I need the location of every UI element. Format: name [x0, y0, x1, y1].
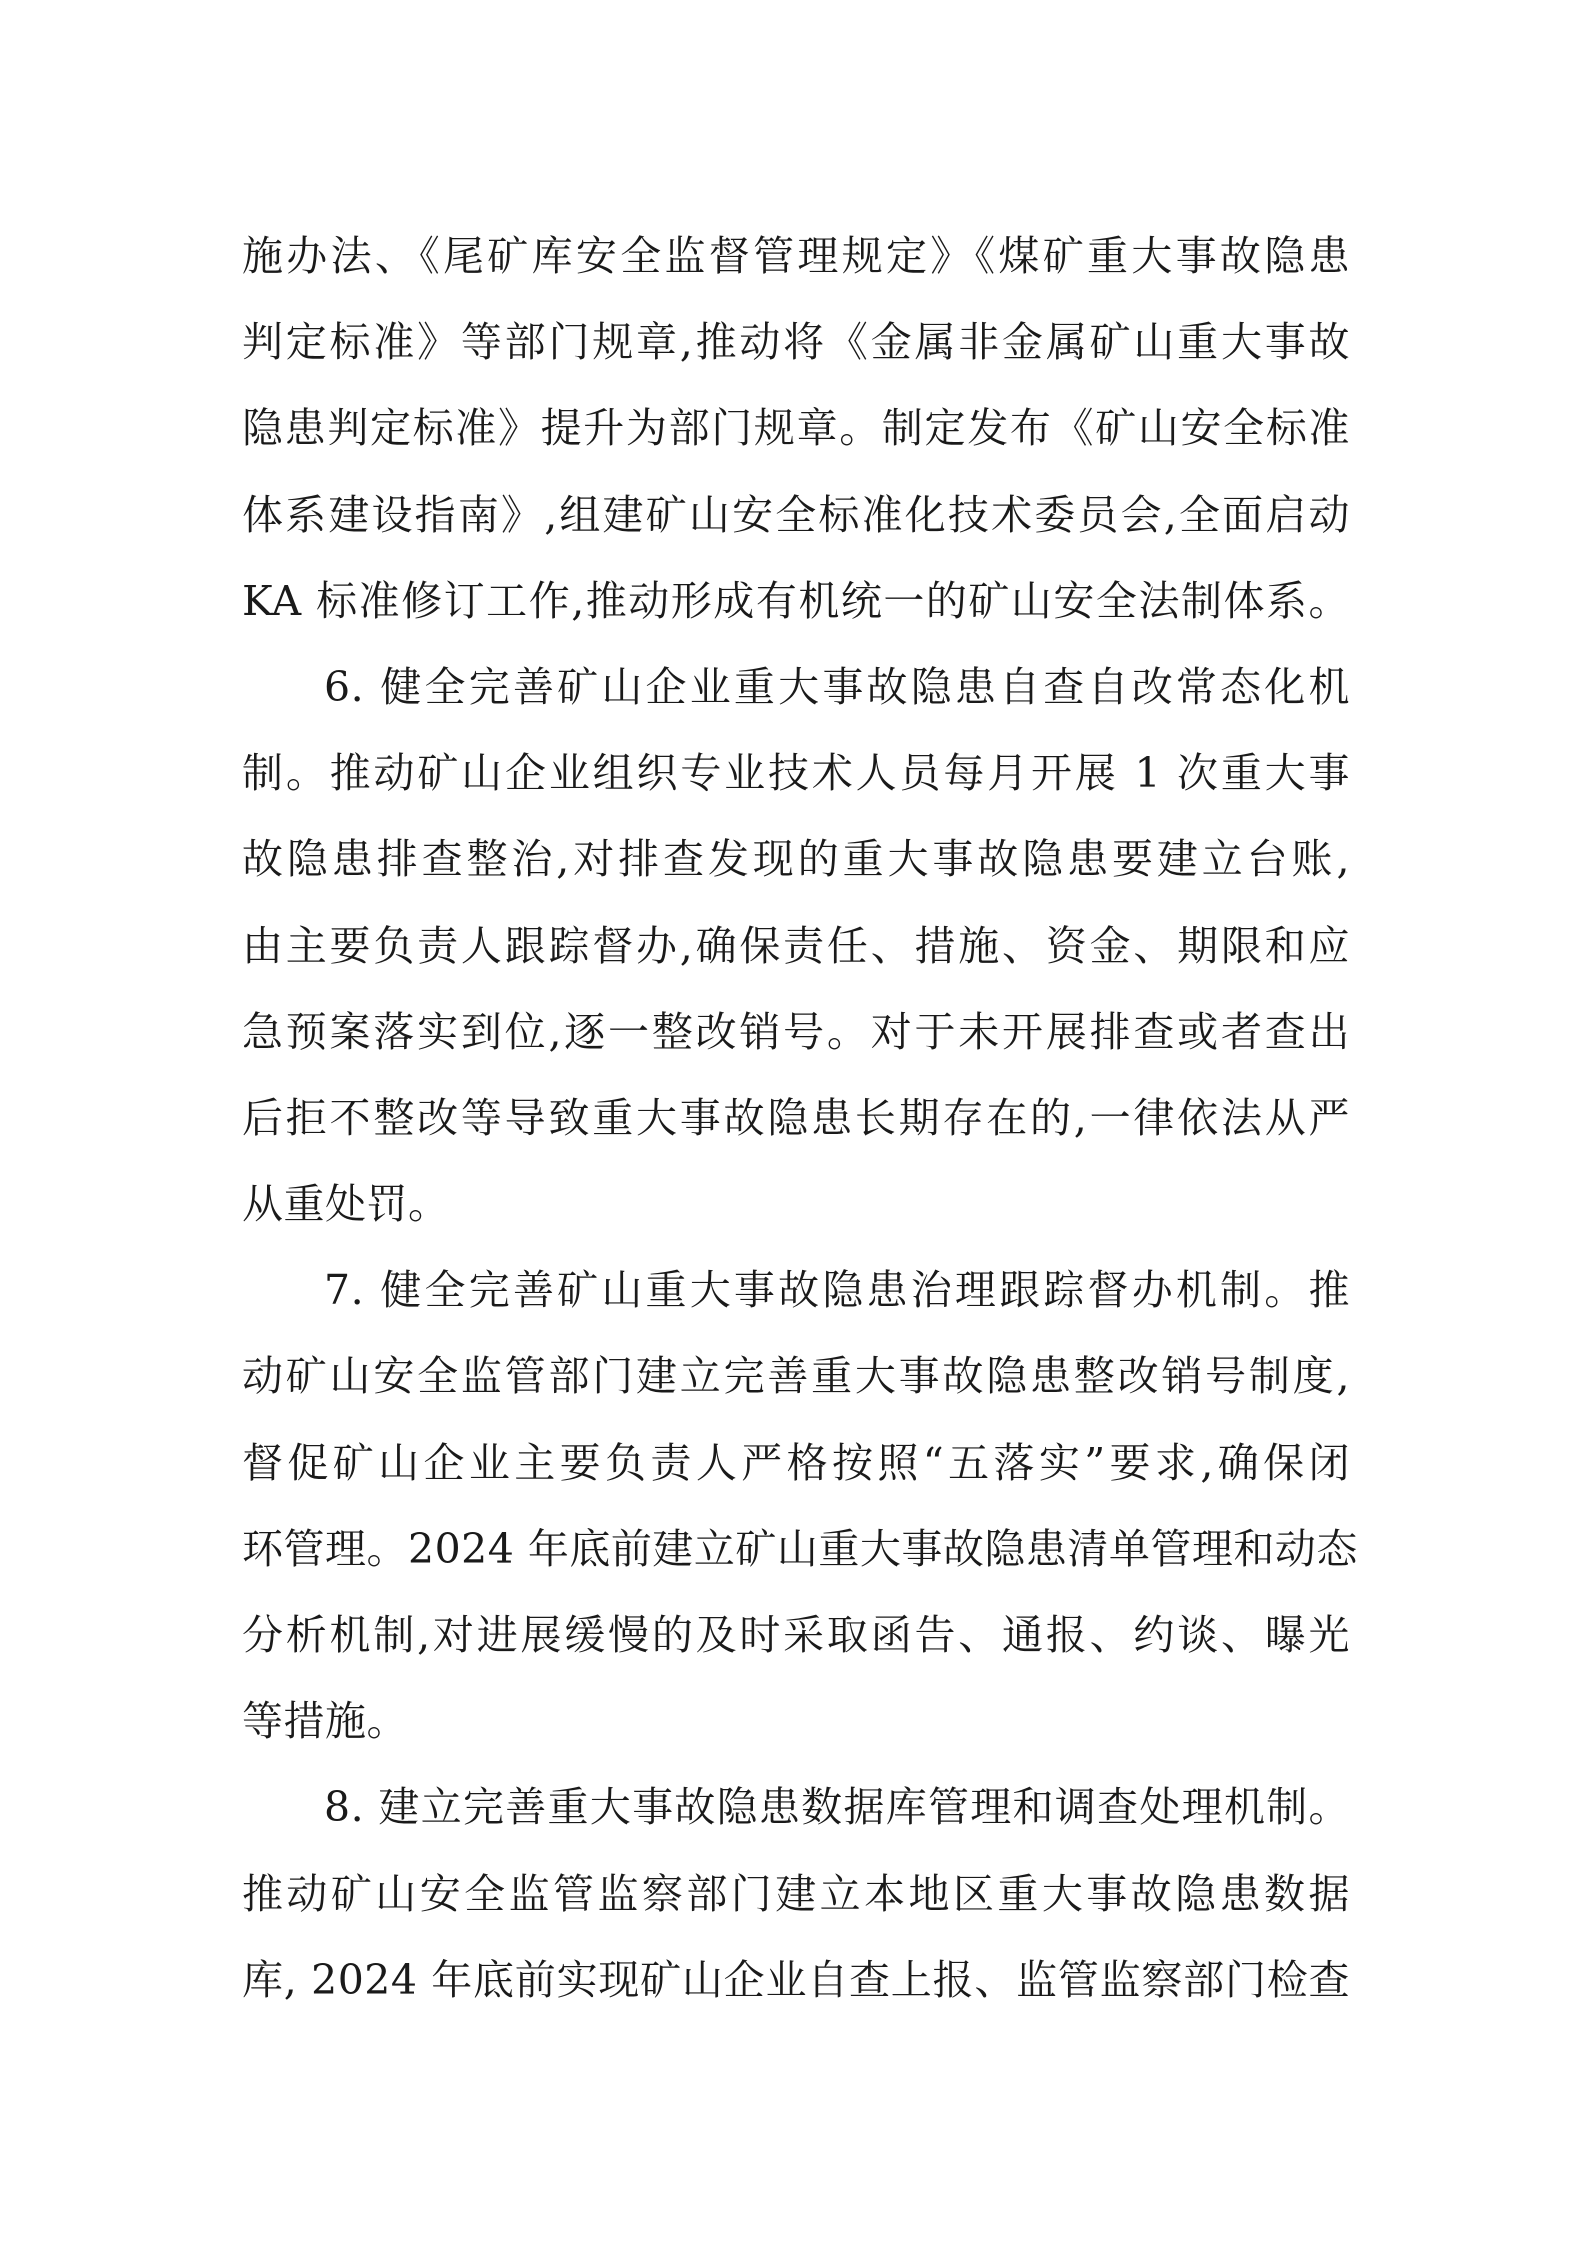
text-line: 体系建设指南》,组建矿山安全标准化技术委员会,全面启动: [242, 490, 1350, 539]
text-line: KA 标准修订工作,推动形成有机统一的矿山安全法制体系。: [242, 576, 1350, 625]
text-line: 库, 2024 年底前实现矿山企业自查上报、监管监察部门检查: [242, 1955, 1350, 2004]
text-line: 等措施。: [242, 1697, 408, 1746]
text-line: 后拒不整改等导致重大事故隐患长期存在的,一律依法从严: [242, 1093, 1350, 1142]
text-line: 判定标准》等部门规章,推动将《金属非金属矿山重大事故: [242, 318, 1350, 367]
text-line: 隐患判定标准》提升为部门规章。制定发布《矿山安全标准: [242, 404, 1350, 453]
text-line: 动矿山安全监管部门建立完善重大事故隐患整改销号制度,: [242, 1352, 1350, 1401]
text-line: 制。推动矿山企业组织专业技术人员每月开展 1 次重大事: [242, 749, 1350, 798]
text-line: 由主要负责人跟踪督办,确保责任、措施、资金、期限和应: [242, 921, 1350, 970]
text-line: 急预案落实到位,逐一整改销号。对于未开展排查或者查出: [242, 1007, 1350, 1056]
paragraph-7-heading: 7. 健全完善矿山重大事故隐患治理跟踪督办机制。推: [324, 1266, 1350, 1315]
text-line: 督促矿山企业主要负责人严格按照“五落实”要求,确保闭: [242, 1438, 1350, 1487]
text-line: 故隐患排查整治,对排查发现的重大事故隐患要建立台账,: [242, 835, 1350, 884]
text-line: 环管理。2024 年底前建立矿山重大事故隐患清单管理和动态: [242, 1524, 1358, 1573]
text-line: 施办法、《尾矿库安全监督管理规定》《煤矿重大事故隐患: [242, 232, 1350, 280]
text-line: 推动矿山安全监管监察部门建立本地区重大事故隐患数据: [242, 1869, 1350, 1918]
text-line: 从重处罚。: [242, 1180, 450, 1229]
paragraph-8-heading: 8. 建立完善重大事故隐患数据库管理和调查处理机制。: [324, 1783, 1350, 1832]
text-line: 分析机制,对进展缓慢的及时采取函告、通报、约谈、曝光: [242, 1611, 1350, 1659]
document-body: [242, 213, 1358, 2023]
paragraph-6-heading: 6. 健全完善矿山企业重大事故隐患自查自改常态化机: [324, 662, 1350, 711]
